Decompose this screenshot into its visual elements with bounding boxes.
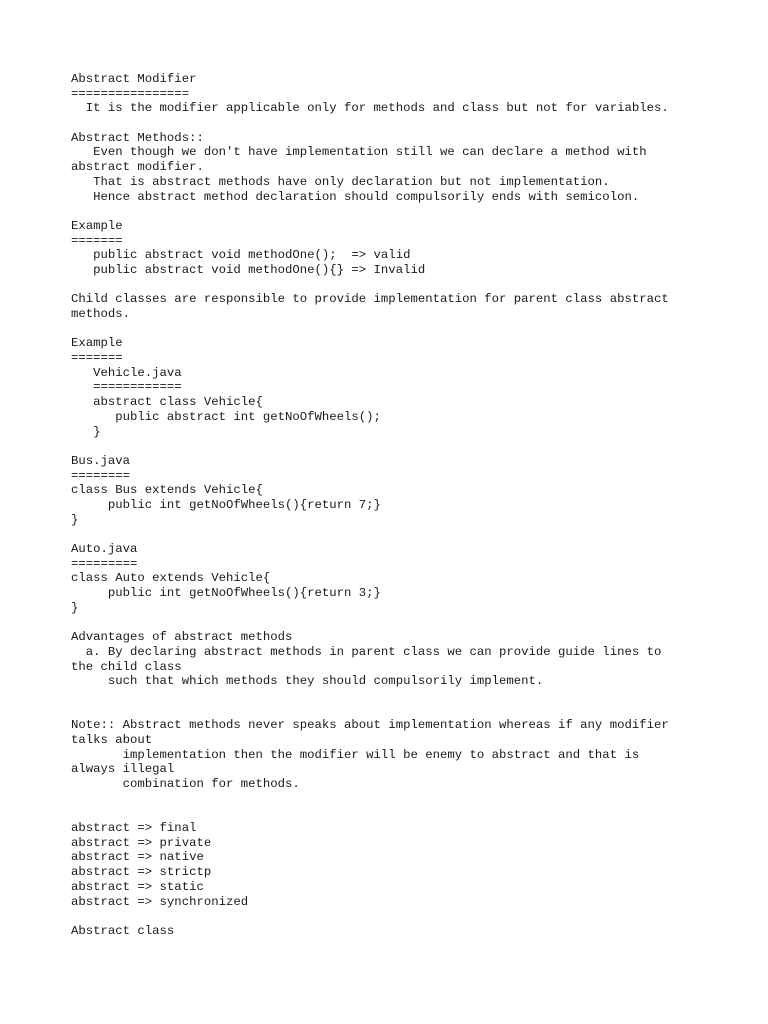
text-line: Abstract Methods:: <box>71 130 204 145</box>
text-line: talks about <box>71 732 153 747</box>
text-line: Advantages of abstract methods <box>71 630 293 645</box>
text-line: abstract class Vehicle{ <box>71 395 263 410</box>
text-line: ======= <box>71 233 123 248</box>
text-line <box>71 689 711 704</box>
text-line: ======== <box>71 468 131 483</box>
text-line: always illegal <box>71 762 175 777</box>
text-line <box>71 615 711 630</box>
text-line: Auto.java <box>71 542 138 556</box>
text-line <box>71 909 711 924</box>
text-line <box>71 204 711 219</box>
text-line: It is the modifier applicable only for methods and class but not for variables. <box>71 101 669 116</box>
text-line: abstract => strictp <box>71 865 212 880</box>
text-line <box>71 322 711 337</box>
text-line <box>71 792 711 807</box>
text-line: } <box>71 512 79 527</box>
text-line: public abstract void methodOne(){} => Invalid <box>71 262 426 277</box>
text-line: } <box>71 424 101 439</box>
text-line: Abstract class <box>71 923 175 938</box>
text-line: such that which methods they should compulsorily implement. <box>71 674 544 689</box>
text-line: Vehicle.java <box>71 365 182 380</box>
text-line <box>71 439 711 454</box>
text-line: Hence abstract method declaration should compulsorily ends with semicolon. <box>71 189 640 204</box>
text-line: Child classes are responsible to provide implementation for parent class abstract <box>71 292 669 307</box>
text-line: class Bus extends Vehicle{ <box>71 483 263 498</box>
text-line: abstract => native <box>71 850 204 865</box>
text-line <box>71 527 711 542</box>
text-line: public int getNoOfWheels(){return 7;} <box>71 497 381 512</box>
text-line: public int getNoOfWheels(){return 3;} <box>71 586 381 601</box>
text-line: Abstract Modifier <box>71 72 197 86</box>
text-line: public abstract void methodOne(); => valid <box>71 248 411 263</box>
text-line: a. By declaring abstract methods in parent class we can provide guide lines to <box>71 644 662 659</box>
text-line: abstract modifier. <box>71 160 204 175</box>
text-line: implementation then the modifier will be enemy to abstract and that is <box>71 747 640 762</box>
text-line: abstract => synchronized <box>71 894 249 909</box>
text-line: class Auto extends Vehicle{ <box>71 571 271 586</box>
text-line: the child class <box>71 659 182 674</box>
text-line <box>71 806 711 821</box>
text-line: ============ <box>71 380 182 395</box>
text-line <box>71 278 711 293</box>
text-line <box>71 116 711 131</box>
text-line: Bus.java <box>71 453 131 468</box>
text-line: Note:: Abstract methods never speaks about implementation whereas if any modifier <box>71 718 669 733</box>
text-line <box>71 704 711 719</box>
text-line: abstract => final <box>71 821 197 836</box>
text-line: ================ <box>71 86 190 101</box>
text-line: public abstract int getNoOfWheels(); <box>71 409 381 424</box>
text-line: Even though we don't have implementation still we can declare a method with <box>71 145 647 160</box>
text-line: } <box>71 600 79 615</box>
document-page <box>71 72 711 939</box>
text-line: Example <box>71 218 123 233</box>
text-line: ========= <box>71 556 138 571</box>
text-line: ======= <box>71 351 123 366</box>
text-line: abstract => private <box>71 835 212 850</box>
text-line: That is abstract methods have only declaration but not implementation. <box>71 174 610 189</box>
text-line: Example <box>71 336 123 351</box>
text-line: combination for methods. <box>71 777 300 791</box>
text-line: methods. <box>71 307 131 321</box>
text-line: abstract => static <box>71 879 204 894</box>
